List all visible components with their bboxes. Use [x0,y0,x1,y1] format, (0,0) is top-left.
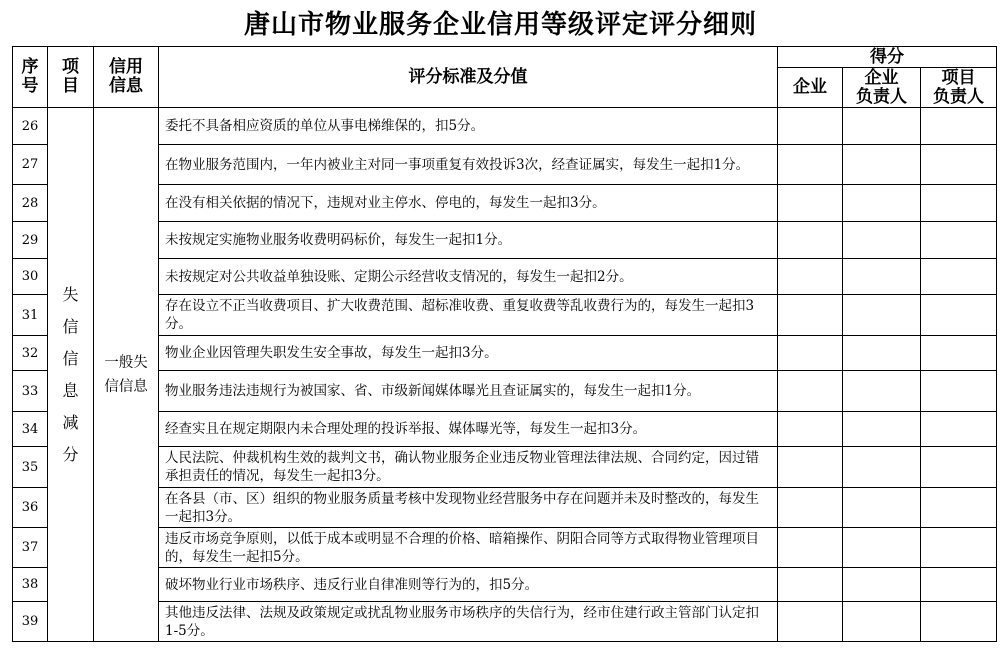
row-number: 36 [13,488,48,528]
criteria-text: 人民法院、仲裁机构生效的裁判文书，确认物业服务企业违反物业管理法律法规、合同约定，因过错承担责任的情况，每发生一起扣3分。 [159,447,778,488]
score-project-manager-cell[interactable] [921,295,997,336]
score-project-manager-cell[interactable] [921,259,997,295]
table-row [13,568,997,602]
score-project-manager-cell[interactable] [921,145,997,185]
credit-info-cell: 一般失 信信息 [94,108,159,642]
score-enterprise-cell[interactable] [778,568,843,602]
table-row [13,222,997,259]
score-enterprise-cell[interactable] [778,185,843,222]
score-enterprise-manager-cell[interactable] [843,568,921,602]
score-project-manager-cell[interactable] [921,447,997,488]
score-enterprise-cell[interactable] [778,371,843,412]
header-enterprise-manager: 企业 负责人 [843,68,921,108]
table-row [13,108,997,145]
score-enterprise-cell[interactable] [778,145,843,185]
table-row [13,259,997,295]
score-project-manager-cell[interactable] [921,602,997,642]
score-enterprise-manager-cell[interactable] [843,336,921,371]
criteria-text: 未按规定实施物业服务收费明码标价，每发生一起扣1分。 [159,222,778,259]
table-row [13,602,997,642]
criteria-text: 存在设立不正当收费项目、扩大收费范围、超标准收费、重复收费等乱收费行为的，每发生一起扣3分。 [159,295,778,336]
row-number: 30 [13,259,48,295]
score-project-manager-cell[interactable] [921,412,997,447]
criteria-text: 破坏物业行业市场秩序、违反行业自律准则等行为的，扣5分。 [159,568,778,602]
row-number: 31 [13,295,48,336]
criteria-text: 在各县（市、区）组织的物业服务质量考核中发现物业经营服务中存在问题并未及时整改的，每发生一起扣3分。 [159,488,778,528]
score-project-manager-cell[interactable] [921,488,997,528]
score-enterprise-manager-cell[interactable] [843,412,921,447]
score-enterprise-cell[interactable] [778,108,843,145]
score-project-manager-cell[interactable] [921,371,997,412]
header-seq: 序 号 [13,47,48,108]
score-enterprise-manager-cell[interactable] [843,602,921,642]
criteria-text: 在物业服务范围内，一年内被业主对同一事项重复有效投诉3次，经查证属实，每发生一起扣1分。 [159,145,778,185]
score-enterprise-cell[interactable] [778,259,843,295]
score-project-manager-cell[interactable] [921,108,997,145]
table-row [13,488,997,528]
score-project-manager-cell[interactable] [921,568,997,602]
criteria-text: 物业企业因管理失职发生安全事故，每发生一起扣3分。 [159,336,778,371]
header-credit-info: 信用 信息 [94,47,159,108]
score-enterprise-manager-cell[interactable] [843,185,921,222]
table-row [13,336,997,371]
row-number: 37 [13,528,48,568]
score-enterprise-manager-cell[interactable] [843,447,921,488]
row-number: 34 [13,412,48,447]
score-enterprise-manager-cell[interactable] [843,145,921,185]
score-enterprise-manager-cell[interactable] [843,222,921,259]
criteria-text: 未按规定对公共收益单独设账、定期公示经营收支情况的，每发生一起扣2分。 [159,259,778,295]
table-row [13,371,997,412]
table-row [13,295,997,336]
row-number: 27 [13,145,48,185]
score-project-manager-cell[interactable] [921,185,997,222]
project-cell: 失 信 信 息 减 分 [48,108,94,642]
score-enterprise-cell[interactable] [778,488,843,528]
criteria-text: 违反市场竞争原则，以低于成本或明显不合理的价格、暗箱操作、阴阳合同等方式取得物业管理项目的，每发生一起扣5分。 [159,528,778,568]
criteria-text: 物业服务违法违规行为被国家、省、市级新闻媒体曝光且查证属实的，每发生一起扣1分。 [159,371,778,412]
score-enterprise-manager-cell[interactable] [843,488,921,528]
score-enterprise-manager-cell[interactable] [843,108,921,145]
score-enterprise-cell[interactable] [778,222,843,259]
row-number: 28 [13,185,48,222]
page-title: 唐山市物业服务企业信用等级评定评分细则 [243,10,757,40]
score-enterprise-cell[interactable] [778,295,843,336]
score-enterprise-cell[interactable] [778,528,843,568]
score-enterprise-cell[interactable] [778,447,843,488]
criteria-text: 委托不具备相应资质的单位从事电梯维保的，扣5分。 [159,108,778,145]
score-enterprise-cell[interactable] [778,412,843,447]
score-enterprise-manager-cell[interactable] [843,371,921,412]
table-row [13,528,997,568]
score-project-manager-cell[interactable] [921,336,997,371]
row-number: 35 [13,447,48,488]
row-number: 32 [13,336,48,371]
score-enterprise-manager-cell[interactable] [843,528,921,568]
row-number: 39 [13,602,48,642]
score-enterprise-cell[interactable] [778,336,843,371]
header-criteria: 评分标准及分值 [159,47,778,108]
scoring-table [12,46,997,642]
header-score: 得分 [778,47,997,68]
header-project: 项 目 [48,47,94,108]
criteria-text: 在没有相关依据的情况下，违规对业主停水、停电的，每发生一起扣3分。 [159,185,778,222]
criteria-text: 经查实且在规定期限内未合理处理的投诉举报、媒体曝光等，每发生一起扣3分。 [159,412,778,447]
header-enterprise: 企业 [778,68,843,108]
row-number: 38 [13,568,48,602]
score-project-manager-cell[interactable] [921,528,997,568]
score-project-manager-cell[interactable] [921,222,997,259]
score-enterprise-cell[interactable] [778,602,843,642]
score-enterprise-manager-cell[interactable] [843,295,921,336]
row-number: 29 [13,222,48,259]
table-row [13,447,997,488]
criteria-text: 其他违反法律、法规及政策规定或扰乱物业服务市场秩序的失信行为，经市住建行政主管部门认定扣1-5分。 [159,602,778,642]
table-row [13,185,997,222]
table-row [13,145,997,185]
row-number: 33 [13,371,48,412]
score-enterprise-manager-cell[interactable] [843,259,921,295]
table-row [13,412,997,447]
header-project-manager: 项目 负责人 [921,68,997,108]
row-number: 26 [13,108,48,145]
